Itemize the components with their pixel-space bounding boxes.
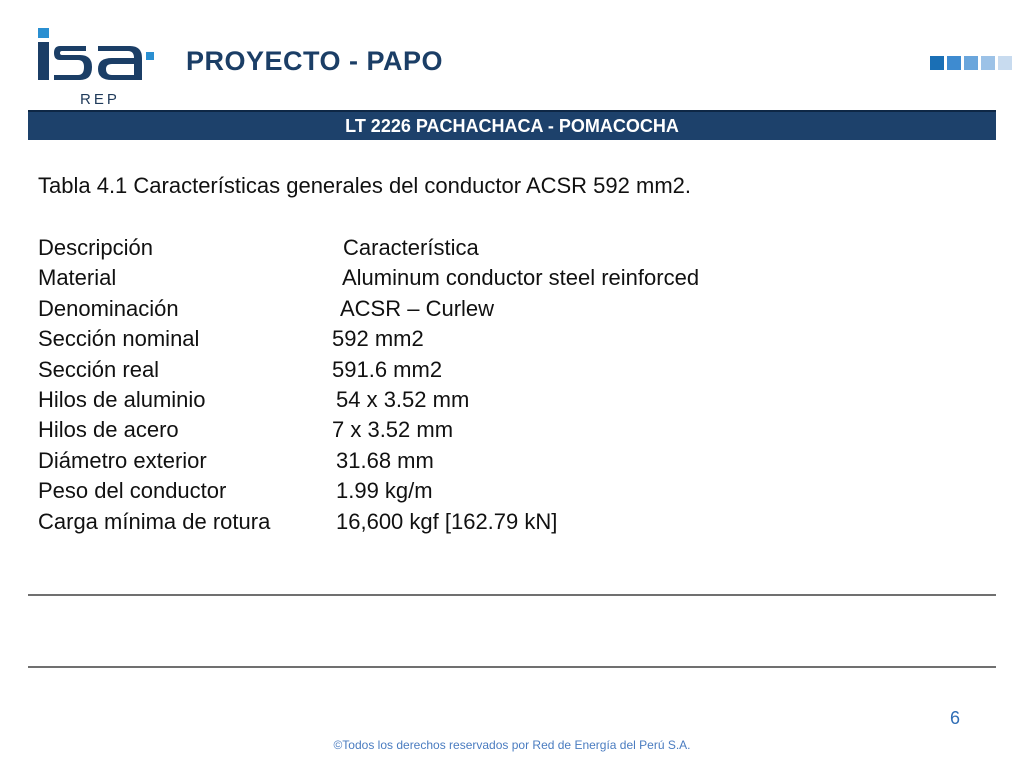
- spec-value: 591.6 mm2: [332, 356, 443, 382]
- spec-label: Diámetro exterior: [38, 447, 207, 473]
- spec-label: Peso del conductor: [38, 478, 227, 504]
- spec-value: Característica: [343, 235, 479, 260]
- page-number: 6: [950, 708, 961, 728]
- logo-subtitle: REP: [80, 91, 120, 108]
- spec-value: 1.99 kg/m: [336, 478, 433, 504]
- spec-label: Sección real: [38, 356, 160, 382]
- spec-label: Material: [38, 265, 117, 291]
- square-icon: [998, 56, 1012, 70]
- divider-line: [28, 666, 996, 668]
- spec-value: 16,600 kgf [162.79 kN]: [336, 508, 558, 534]
- spec-label: Sección nominal: [38, 326, 200, 352]
- project-title: PROYECTO - PAPO: [186, 46, 444, 76]
- copyright-footer: ©Todos los derechos reservados por Red de Energía del Perú S.A.: [333, 738, 691, 752]
- decorative-squares-icon: [930, 56, 1012, 70]
- square-icon: [930, 56, 944, 70]
- table-title: Tabla 4.1 Características generales del conductor ACSR 592 mm2.: [38, 173, 691, 198]
- spec-label: Hilos de acero: [38, 417, 179, 443]
- spec-label: Descripción: [38, 235, 153, 260]
- spec-label: Denominación: [38, 295, 179, 321]
- spec-value: ACSR – Curlew: [340, 295, 495, 321]
- square-icon: [964, 56, 978, 70]
- spec-label: Carga mínima de rotura: [38, 508, 271, 534]
- square-icon: [981, 56, 995, 70]
- divider-line: [28, 594, 996, 596]
- spec-value: 7 x 3.52 mm: [332, 417, 454, 443]
- spec-value: 31.68 mm: [336, 447, 434, 473]
- square-icon: [947, 56, 961, 70]
- spec-label: Hilos de aluminio: [38, 386, 206, 412]
- spec-value: 54 x 3.52 mm: [336, 386, 470, 412]
- line-title-banner: LT 2226 PACHACHACA - POMACOCHA: [28, 110, 996, 140]
- spec-value: Aluminum conductor steel reinforced: [342, 265, 700, 291]
- spec-value: 592 mm2: [332, 326, 424, 352]
